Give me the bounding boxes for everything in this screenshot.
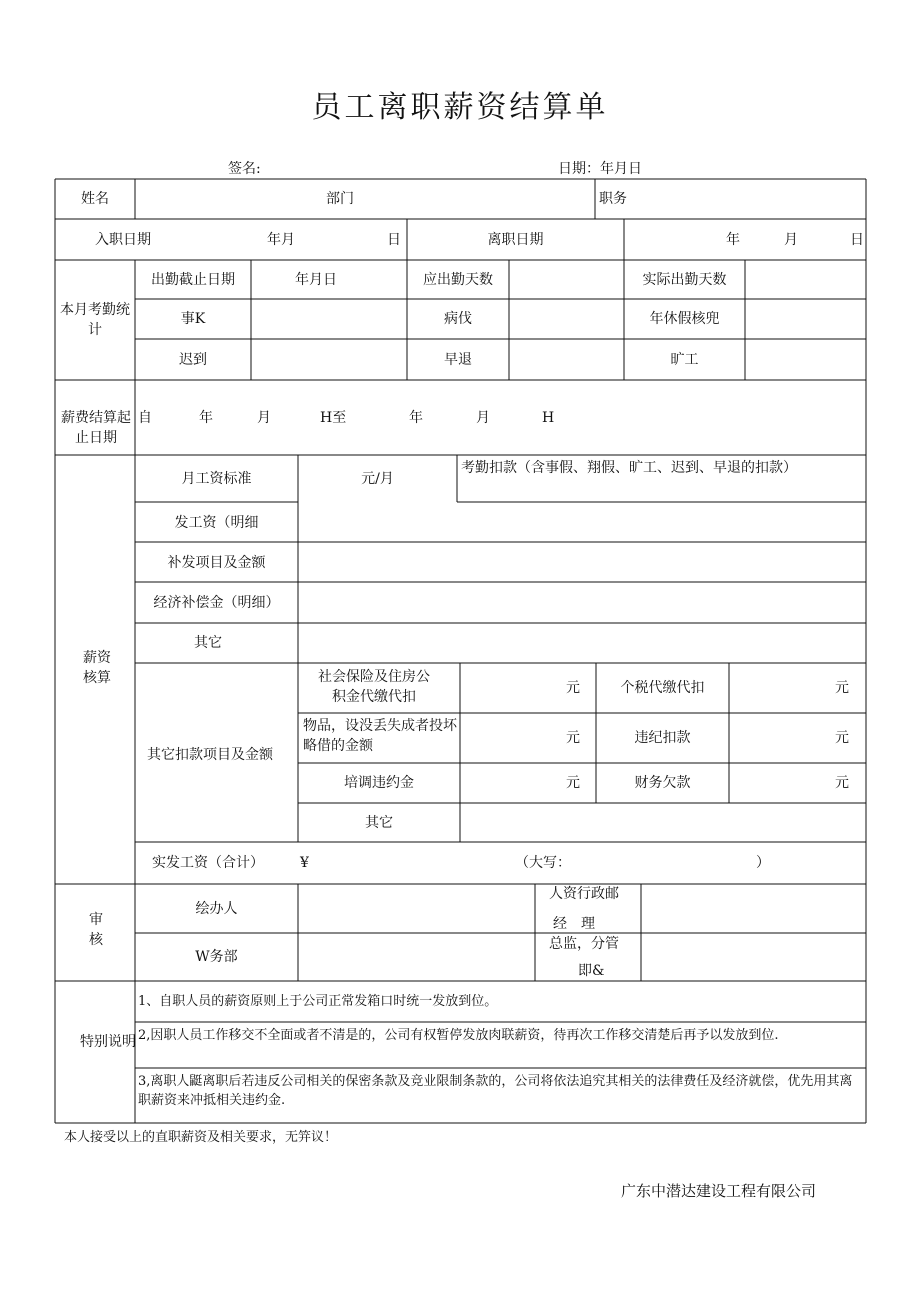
director-label-2: 即& xyxy=(578,963,605,979)
settlement-period-label: 薪费结算起止日期 xyxy=(61,410,131,446)
wages-label: 发工资（明细 xyxy=(174,515,259,531)
leave-month: 月 xyxy=(784,232,798,248)
discipline-unit: 元 xyxy=(835,730,849,746)
due-days-label: 应出勤天数 xyxy=(423,272,493,288)
period-day-2: H xyxy=(542,410,555,426)
acceptance-statement: 本人接受以上的直职薪资及相关要求，无笄议！ xyxy=(64,1130,338,1145)
personal-leave-label: 事K xyxy=(180,311,206,327)
finance-dept-label: W务部 xyxy=(195,949,238,965)
company-name: 广东中潜达建设工程有限公司 xyxy=(621,1182,817,1200)
period-month-1: 月 xyxy=(257,410,271,426)
discipline-label: 违纪扣款 xyxy=(634,730,691,746)
period-year-1: 年 xyxy=(199,410,213,426)
period-month-2: 月 xyxy=(476,410,490,426)
director-label-1: 总监，分管 xyxy=(549,936,619,952)
capital-amount-close: ） xyxy=(756,855,770,871)
finance-debt-label: 财务欠款 xyxy=(634,775,691,791)
note-item: 3,离职人鼮离职后若违反公司相关的保密条款及竞业限制条款的，公司将依法追究其相关的法律费任及经济就偿，优先用其离职薪资来冲抵相关违约金. xyxy=(138,1074,853,1108)
early-leave-label: 早退 xyxy=(444,352,472,368)
late-label: 迟到 xyxy=(179,352,207,368)
period-day-1: H至 xyxy=(320,410,347,426)
supplement-label: 补发项目及金额 xyxy=(167,555,266,571)
entry-date-label: 入职日期 xyxy=(95,232,151,248)
attendance-section-label: 本月考勤统计 xyxy=(60,302,130,338)
monthly-standard-label: 月工资标准 xyxy=(181,471,252,487)
date-label: 日期：年月日 xyxy=(558,161,642,177)
note-item: 1、自职人员的薪资原则上于公司正常发箱口时统一发放到位。 xyxy=(138,994,498,1009)
entry-day: 日 xyxy=(387,232,401,248)
cutoff-date-value: 年月日 xyxy=(295,272,337,288)
period-year-2: 年 xyxy=(409,410,423,426)
social-insurance-label: 社会保险及住房公积金代缴代扣 xyxy=(318,669,430,705)
cutoff-date-label: 出勤截止日期 xyxy=(151,272,235,288)
absent-label: 旷工 xyxy=(670,352,699,368)
capital-amount-label: （大写： xyxy=(515,855,571,871)
lost-items-unit: 元 xyxy=(566,730,580,746)
other-deductions-label: 其它扣款项目及金额 xyxy=(147,747,273,763)
compensation-label: 经济补偿金（明细） xyxy=(153,595,280,611)
handler-label: 绘办人 xyxy=(195,901,238,917)
training-penalty-label: 培调违约金 xyxy=(344,775,414,791)
sick-leave-label: 病伐 xyxy=(444,311,472,327)
name-label: 姓名 xyxy=(81,191,109,207)
position-label: 职务 xyxy=(599,191,627,207)
special-notes-label: 特别说明 xyxy=(80,1034,136,1050)
annual-leave-label: 年休假核兜 xyxy=(649,311,720,327)
leave-year: 年 xyxy=(726,232,740,248)
note-item: 2,因职人员工作移交不全面或者不清是的，公司有权暂停发放肉联薪资，待再次工作移交清楚后再予以发放到位. xyxy=(138,1028,779,1043)
review-section-label: 审核 xyxy=(89,912,103,948)
attendance-deduction-label: 考勤扣款（含事假、翔假、旷工、迟到、早退的扣款） xyxy=(461,460,797,476)
finance-debt-unit: 元 xyxy=(835,775,849,791)
tax-label: 个税代缴代扣 xyxy=(620,680,705,696)
other-deduction-item: 其它 xyxy=(365,815,393,831)
lost-items-label: 物品，设没丢失成者投坏略借的金额 xyxy=(303,718,457,754)
tax-unit: 元 xyxy=(835,680,849,696)
training-penalty-unit: 元 xyxy=(566,775,580,791)
page-title: 员工离职薪资结算单 xyxy=(311,90,609,125)
hr-manager-label-2: 经 理 xyxy=(553,916,595,932)
department-label: 部门 xyxy=(326,191,354,207)
other-income-label: 其它 xyxy=(194,635,222,651)
actual-days-label: 实际出勤天数 xyxy=(642,272,727,288)
signature-label: 签名: xyxy=(228,161,261,177)
period-from: 自 xyxy=(138,410,152,426)
net-pay-label: 实发工资（合计） xyxy=(152,855,264,871)
salary-section-label: 薪资核算 xyxy=(83,650,111,686)
social-insurance-unit: 元 xyxy=(566,680,580,696)
entry-year-month: 年月 xyxy=(267,232,295,248)
currency-symbol: ¥ xyxy=(300,855,309,871)
monthly-unit: 元/月 xyxy=(361,471,394,487)
leave-day: 日 xyxy=(850,232,864,248)
leave-date-label: 离职日期 xyxy=(487,232,544,248)
hr-manager-label-1: 人资行政邮 xyxy=(549,886,619,902)
